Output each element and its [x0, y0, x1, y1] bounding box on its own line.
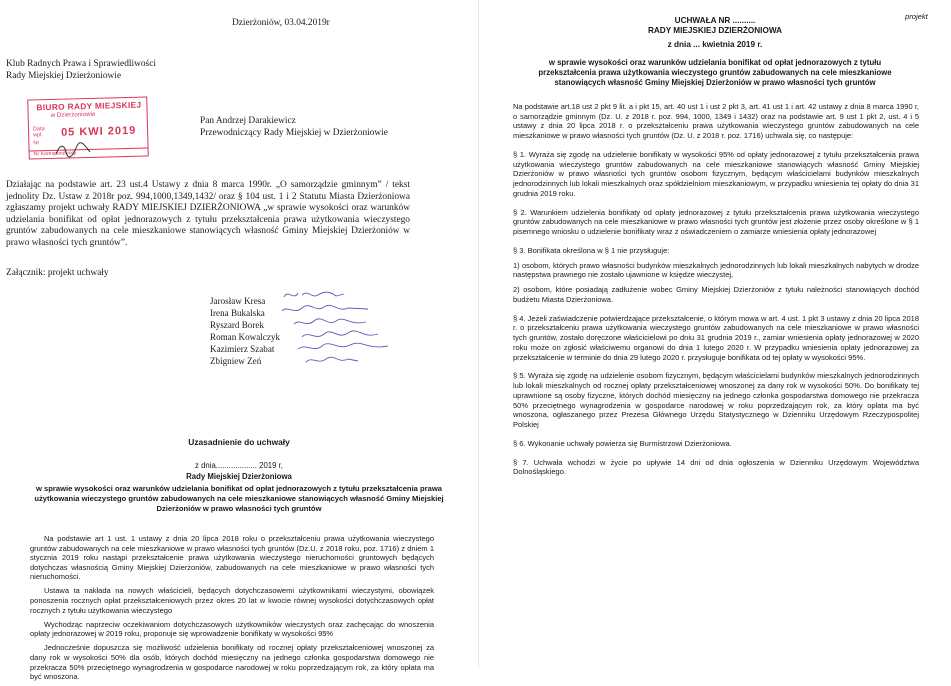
justification-subject: w sprawie wysokości oraz warunków udzielania bonifikat od opłat jednorazowych z tytułu przekształcenia prawa użytkowania wieczystego gruntów zabudowanych na cele mieszkaniowe stanowiących własność Gminy Miejskiej Dzierżoniów w prawo własności tych gruntów — [34, 484, 444, 513]
signatory-name: Kazimierz Szabat — [210, 343, 275, 354]
stamp-title: BIURO RADY MIEJSKIEJ — [36, 99, 142, 113]
resolution-section: § 3. Bonifikata określona w § 1 nie przysługuje: — [513, 246, 670, 255]
resolution-date: z dnia ... kwietnia 2019 r. — [667, 40, 763, 49]
justification-date: z dnia................... 2019 r, — [195, 461, 283, 470]
signatory-name: Roman Kowalczyk — [210, 331, 280, 342]
letter-body: Działając na podstawie art. 23 ust.4 Ustawy z dnia 8 marca 1990r. „O samorządzie gminnym” / tekst jednolity Dz. Ustaw z 2018r poz. 994,1000,1349,1432/ oraz § 104 ust. 1 i 2 Statutu Miasta Dzierżoniowa zgłaszamy projekt uchwały RADY MIEJSKIEJ DZIERŻONIOWA „w sprawie wysokości oraz warunków udzielania bonifikat od opłat jednorazowych z tytułu przekształcenia prawa użytkowania wieczystego gruntów zabudowanych na cele mieszkaniowe stanowiących własność Gminy Miejskiej Dzierżoniów w prawo własności tych gruntów”. — [6, 180, 410, 248]
resolution-council: RADY MIEJSKIEJ DZIERŻONIOWA — [647, 26, 783, 36]
resolution-section: § 2. Warunkiem udzielenia bonifikaty od opłaty jednorazowej z tytułu przekształcenia prawa użytkowania wieczystego gruntów zabudowanych na cele mieszkaniowe w prawo własności tych gruntów jest złożenie przez osoby określone w § 1 pisemnego wniosku o udzielenie bonifikaty wraz z oświadczeniem o zamiarze wniesienia opłaty jednorazowej — [513, 207, 919, 237]
justification-paragraph: Jednocześnie dopuszcza się możliwość udzielenia bonifikaty od rocznej opłaty przekształceniowej wnoszonej za dany rok w wysokości 50% dla osób, których dochód miesięczny na jednego członka gospodarstwa domowego nie przekracza 50% przeciętnego wynagrodzenia w gospodarce narodowej w roku poprzedzającym rok, za który opłata ma być wnoszona. — [30, 643, 434, 682]
stamp-key-data: Data wpł. — [32, 126, 45, 139]
recipient-line: Pan Andrzej Darakiewicz — [200, 116, 296, 126]
resolution-header — [479, 16, 951, 36]
resolution-list-item: 2) osobom, które posiadają zadłużenie wobec Gminy Miejskiej Dzierżoniów z tytułu należności stanowiących dochód budżetu Miasta Dzierżoniowa. — [513, 285, 919, 304]
resolution-section: § 7. Uchwała wchodzi w życie po upływie 14 dni od dnia ogłoszenia w Dzienniku Urzędowym Województwa Dolnośląskiego. — [513, 457, 919, 477]
resolution-number: UCHWAŁA NR .......... — [674, 16, 756, 25]
resolution-body — [513, 102, 919, 486]
letter-date: Dzierżoniów, 03.04.2019r — [232, 18, 330, 28]
signatory-name: Irena Bukalska — [210, 307, 265, 318]
justification-title: Uzasadnienie do uchwały — [188, 437, 290, 447]
attachment-note: Załącznik: projekt uchwały — [6, 268, 109, 278]
justification-council: Rady Miejskiej Dzierżoniowa — [186, 472, 292, 481]
signatory-name: Ryszard Borek — [210, 319, 264, 330]
resolution-section: § 4. Jeżeli zaświadczenie potwierdzające przekształcenie, o którym mowa w art. 4 ust. 1 pkt 3 ustawy z dnia 20 lipca 2018 r. o przekształceniu prawa użytkowania wieczystego gruntów zabudowanych na cele mieszkaniowe w prawo własności tych gruntów, zostało doręczone właścicielowi po dniu 31 grudnia 2019 r., zamiar wniesienia opłaty jednorazowej w 2020 roku może on zgłosić właściwemu organowi do dnia 1 lutego 2020 r. W przypadku wniesienia opłaty jednorazowej za przekształcenie w terminie do dnia 29 lutego 2020 r. przysługuje bonifikata od tej opłaty w wysokości 95%. — [513, 313, 919, 362]
signatory-list — [210, 296, 280, 367]
recipient-block — [200, 115, 388, 139]
stamp-initials-scribble — [54, 140, 94, 160]
stamp-key-korespondencji: Nr Korespondencji — [33, 150, 77, 158]
sender-block — [6, 58, 156, 82]
resolution-section: § 1. Wyraża się zgodę na udzielenie bonifikaty w wysokości 95% od opłaty jednorazowej z tytułu przekształcenia prawa użytkowania wieczystego gruntów zabudowanych na cele mieszkaniowe stanowiących własność Gminy Miejskiej Dzierżoniów w prawo własności tych gruntów osobom fizycznym, będącym właścicielami budynków mieszkalnych jednorodzinnych lub lokali mieszkalnych oraz spółdzielniom mieszkaniowym, w przypadku wniesienia tej opłaty do dnia 31 grudnia 2019 roku. — [513, 150, 919, 198]
justification-paragraph: Wychodząc naprzeciw oczekiwaniom dotychczasowych użytkowników wieczystych oraz zachęcając do wnoszenia opłaty jednorazowej w 2019 roku, proponuje się wprowadzenie bonifikaty w wysokości 95% — [30, 619, 434, 639]
letter-page — [0, 0, 478, 682]
handwritten-signatures — [278, 287, 398, 369]
recipient-line: Przewodniczący Rady Miejskiej w Dzierżoniowie — [200, 128, 388, 138]
signatory-name: Jarosław Kresa — [210, 296, 266, 306]
signatory-name: Zbigniew Zeń — [210, 355, 262, 366]
justification-paragraph: Na podstawie art 1 ust. 1 ustawy z dnia 20 lipca 2018 roku o przekształceniu prawa użytkowania wieczystego gruntów zabudowanych na cele mieszkaniowe w prawo własności tych gruntów (Dz.U. z 2018 roku, poz. 1716) z dniem 1 stycznia 2019 roku nastąpi przekształcenie prawa użytkowania wieczystego nieruchomości gruntowych będących dotychczas własnością Gminy Miejskiej Dzierżoniów, zabudowanych na cele mieszkaniowe w prawo własności tych nieruchomości. — [30, 534, 434, 582]
sender-line: Rady Miejskiej Dzierżoniowie — [6, 71, 122, 81]
stamp-city: w Dzierżoniowie — [50, 110, 96, 119]
resolution-section: § 5. Wyraża się zgodę na udzielenie osobom fizycznym, będącym właścicielami budynków mieszkalnych jednorodzinnych lub lokali mieszkalnych od rocznej opłaty przekształceniowej wnoszonej za dany rok w wysokości 50%. Do bonifikaty tej uprawnione są osoby fizyczne, których dochód miesięczny na jednego członka gospodarstwa domowego nie przekracza 50% przeciętnego wynagrodzenia w gospodarce narodowej w roku poprzedzającym rok, za który opłata ma być wnoszona, ogłaszanego przez Prezesa Głównego Urzędu Statystycznego w Dzienniku Urzędowym Rzeczypospolitej Polskiej — [513, 371, 919, 429]
resolution-list-item: 1) osobom, których prawo własności budynków mieszkalnych jednorodzinnych lub lokali mieszkalnych nabytych w drodze następstwa prawnego nie zostało ujawnione w księdze wieczystej, — [513, 260, 919, 280]
draft-label: projekt — [905, 12, 928, 21]
stamp-key-nr: Nr — [33, 140, 40, 147]
justification-paragraph: Ustawa ta nakłada na nowych właścicieli, będących dotychczasowemi użytkownikami wieczystymi, obowiązek ponoszenia rocznych opłat przekształceniowych przez okres 20 lat w kwocie równej wysokości dotychczasowych opłat rocznych z tytułu użytkowania wieczystego — [30, 586, 434, 615]
resolution-section: § 6. Wykonanie uchwały powierza się Burmistrzowi Dzierżoniowa. — [513, 438, 732, 448]
resolution-page — [478, 0, 951, 667]
stamp-date: 05 KWI 2019 — [60, 124, 137, 139]
resolution-subject: w sprawie wysokości oraz warunków udzielania bonifikat od opłat jednorazowych z tytułu przekształcenia prawa użytkowania wieczystego gruntów zabudowanych na cele mieszkaniowe stanowiących własność Gminy Miejskiej Dzierżoniów w prawo własności tych gruntów — [538, 58, 892, 87]
sender-line: Klub Radnych Prawa i Sprawiedliwości — [6, 59, 156, 69]
justification-body — [30, 534, 434, 686]
resolution-preamble: Na podstawie art.18 ust 2 pkt 9 lit. a i pkt 15, art. 40 ust 1 i ust 2 pkt 3, art. 41 ust 1 i art. 42 ustawy z dnia 8 marca 1990 r, o samorządzie gminnym (Dz. U. z 2018 r. poz. 994, 1000, 1349 i 1432) oraz na podstawie art. 9 ust 1 pkt 2, ust. 4 i 5 ustawy z dnia 20 lipca 2018 r. o przekształceniu prawa użytkowania wieczystego gruntów zabudowanych na cele mieszkaniowe w prawo własności tych gruntów (Dz. U. z 2018 r. poz. 1716) uchwala się, co następuje: — [513, 102, 919, 141]
